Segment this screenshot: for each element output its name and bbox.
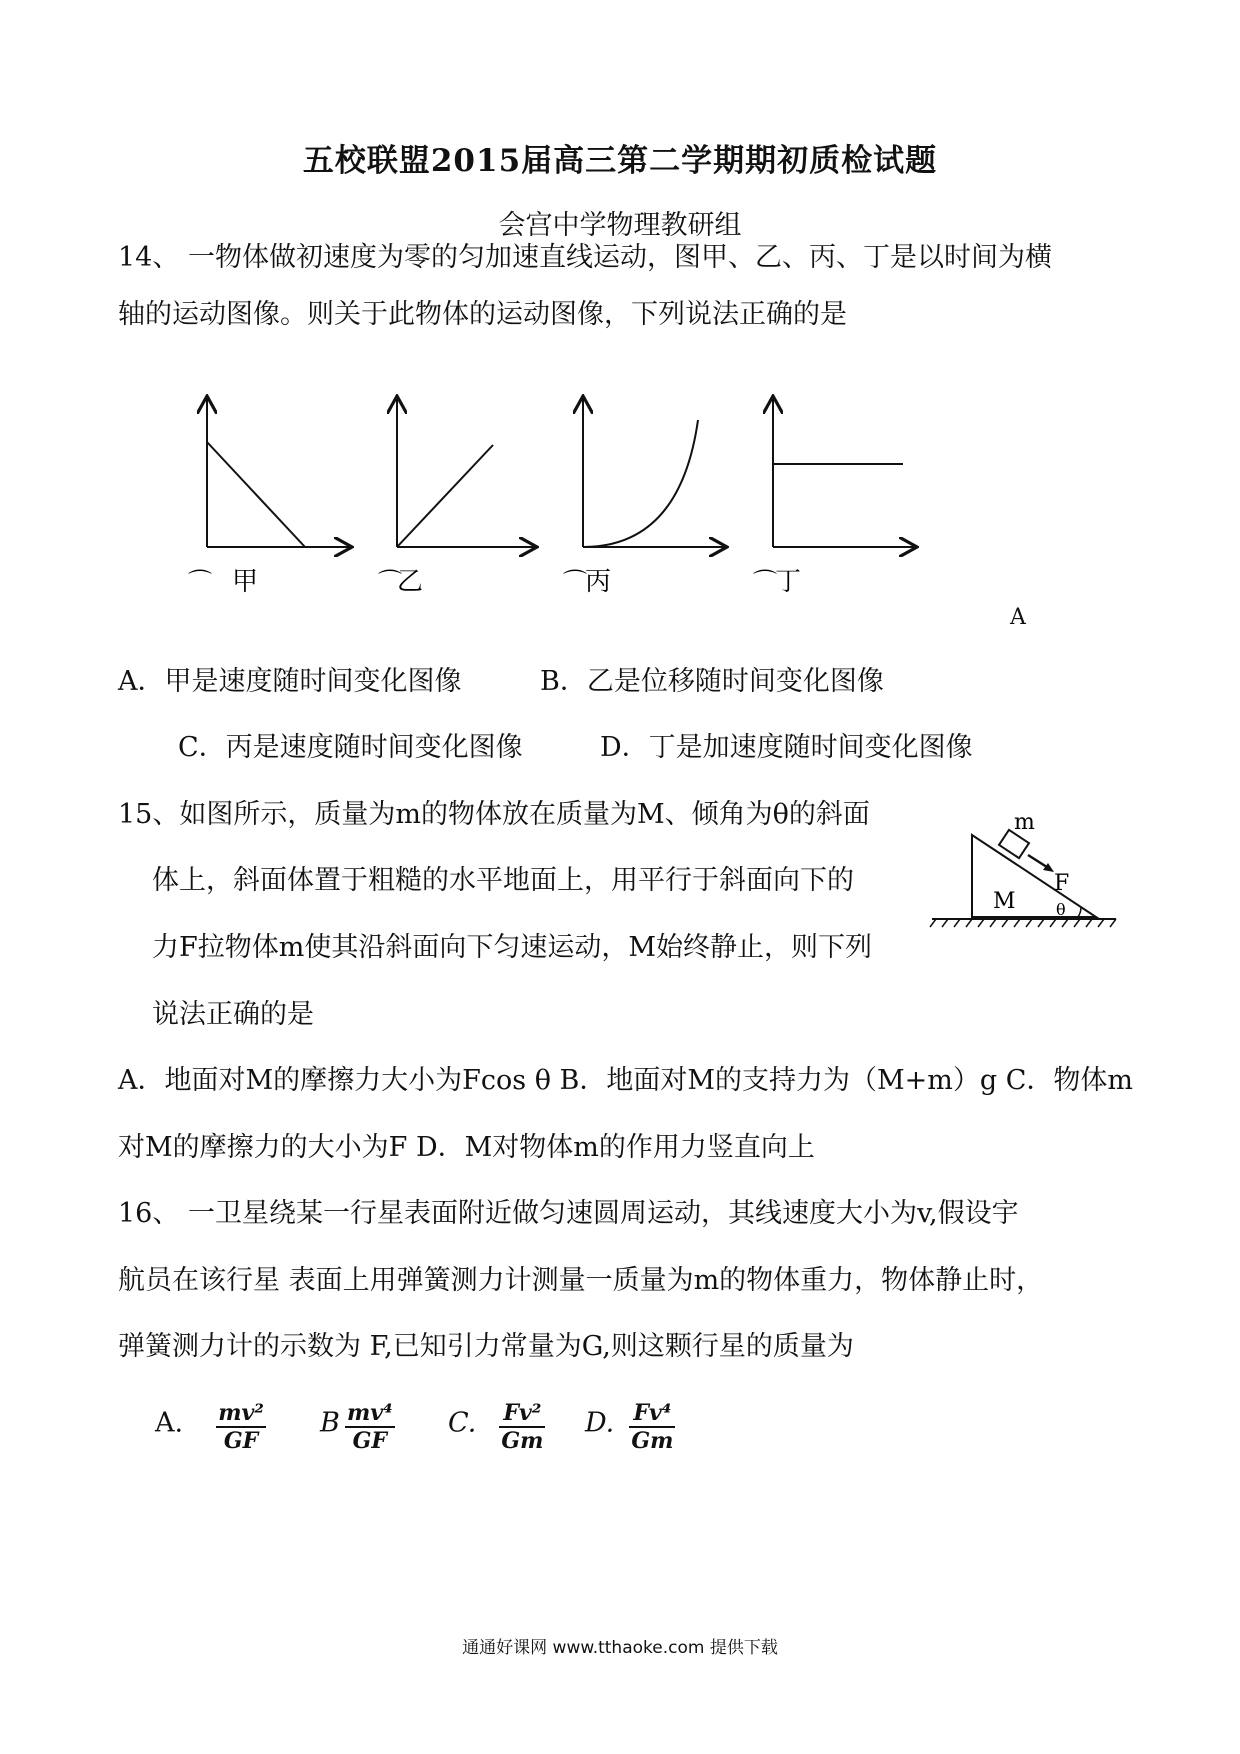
q14-option-b: B．乙是位移随时间变化图像	[540, 666, 884, 697]
q16-choice-c	[448, 1400, 545, 1454]
origin-mark: ⌒	[753, 568, 777, 596]
graph-label-bing: 丙	[585, 567, 612, 597]
q14-option-a: A．甲是速度随时间变化图像	[118, 666, 462, 697]
page-subtitle: 会宫中学物理教研组	[498, 210, 742, 241]
q14-stem-line1: 14、 一物体做初速度为零的匀加速直线运动，图甲、乙、丙、丁是以时间为横	[118, 242, 1052, 273]
graph-yi-line	[397, 445, 493, 547]
incline-wedge	[972, 835, 1096, 917]
q16-choice-a	[155, 1400, 266, 1454]
q16-choice-d	[585, 1400, 675, 1454]
fraction	[499, 1400, 545, 1454]
q15-stem-line1: 15、如图所示，质量为m的物体放在质量为M、倾角为θ的斜面	[118, 799, 870, 830]
denominator: GF	[223, 1428, 259, 1454]
label-m: m	[1014, 815, 1035, 835]
fraction	[216, 1400, 266, 1454]
q15-options-line2: 对M的摩擦力的大小为F D．M对物体m的作用力竖直向上	[118, 1132, 815, 1163]
numerator: mv⁴	[346, 1400, 393, 1426]
q14-option-c: C．丙是速度随时间变化图像	[178, 732, 523, 763]
label-F: F	[1054, 871, 1070, 896]
q15-stem-line4: 说法正确的是	[152, 999, 314, 1030]
footer-credit: 通通好课网 www.tthaoke.com 提供下载	[462, 1638, 778, 1658]
ground-hatching	[930, 919, 1116, 927]
q16-choice-b	[320, 1400, 395, 1454]
label-M: M	[993, 889, 1016, 914]
fraction	[345, 1400, 395, 1454]
denominator: Gm	[631, 1428, 674, 1454]
stray-mark: A	[1010, 605, 1026, 630]
label-theta: θ	[1056, 900, 1066, 919]
graph-label-jia: 甲	[232, 567, 259, 597]
q14-stem-line2: 轴的运动图像。则关于此物体的运动图像，下列说法正确的是	[118, 299, 847, 330]
choice-label: C.	[448, 1407, 477, 1439]
q15-stem-line3: 力F拉物体m使其沿斜面向下匀速运动，M始终静止，则下列	[152, 932, 872, 963]
graph-jia-line	[207, 442, 305, 547]
denominator: Gm	[501, 1428, 544, 1454]
numerator: Fv²	[499, 1400, 545, 1428]
graph-ding	[773, 398, 915, 547]
choice-label: B	[320, 1407, 340, 1439]
origin-mark: ⌒	[188, 568, 212, 596]
q14-option-d: D．丁是加速度随时间变化图像	[600, 732, 973, 763]
choice-label: A.	[155, 1407, 184, 1439]
incline-figure	[928, 815, 1118, 935]
numerator: Fv⁴	[629, 1400, 675, 1428]
graph-yi	[397, 398, 535, 547]
q15-stem-line2: 体上，斜面体置于粗糙的水平地面上，用平行于斜面向下的	[152, 865, 854, 896]
choice-label: D.	[585, 1407, 615, 1439]
graph-label-yi: 乙	[397, 567, 424, 597]
graph-bing-curve	[583, 420, 698, 547]
origin-mark: ⌒	[378, 568, 402, 596]
origin-mark: ⌒	[563, 568, 587, 596]
graph-jia	[207, 398, 350, 547]
q15-options-line1: A．地面对M的摩擦力大小为Fcos θ B．地面对M的支持力为（M+m）g C．物体m	[118, 1065, 1134, 1096]
graph-label-ding: 丁	[775, 567, 802, 597]
q14-graphs-figure	[180, 390, 940, 600]
denominator: GF	[352, 1428, 387, 1454]
numerator: mv²	[218, 1400, 264, 1426]
q16-stem-line2: 航员在该行星 表面上用弹簧测力计测量一质量为m的物体重力，物体静止时，	[118, 1265, 1044, 1296]
angle-arc	[1078, 907, 1081, 917]
fraction	[629, 1400, 675, 1454]
q16-stem-line1: 16、 一卫星绕某一行星表面附近做匀速圆周运动，其线速度大小为v,假设宇	[118, 1198, 1019, 1229]
page-title: 五校联盟2015届高三第二学期期初质检试题	[302, 143, 938, 179]
graph-bing	[583, 398, 725, 547]
q16-stem-line3: 弹簧测力计的示数为 F,已知引力常量为G,则这颗行星的质量为	[118, 1331, 854, 1362]
